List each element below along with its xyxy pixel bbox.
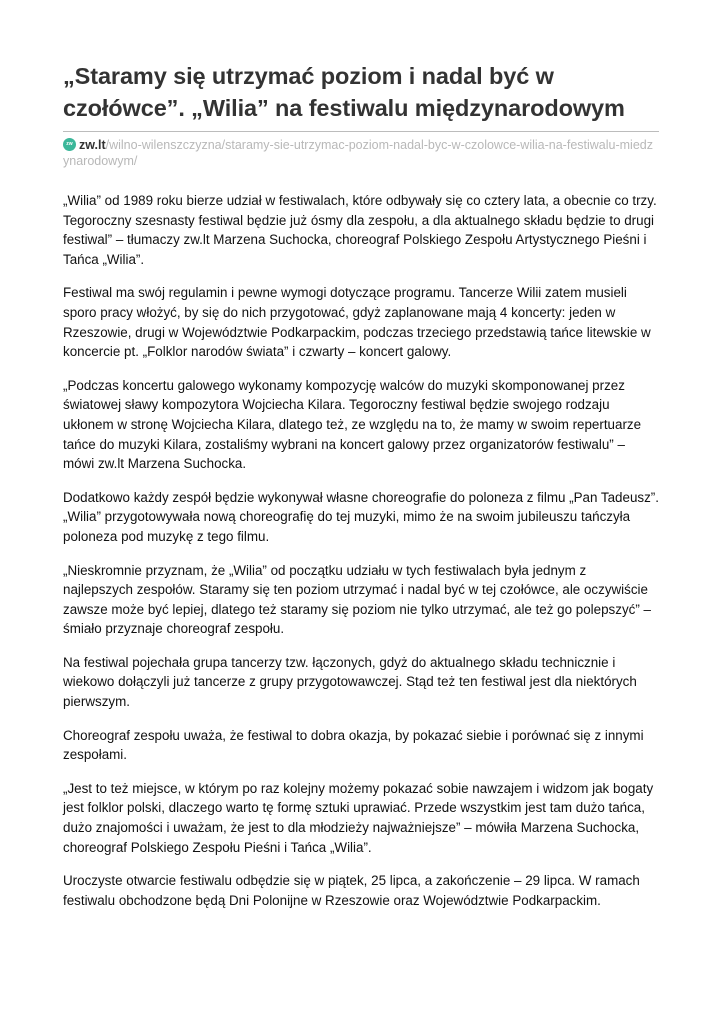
paragraph: „Jest to też miejsce, w którym po raz kolejny możemy pokazać sobie nawzajem i widzom jak bogaty jest folklor polski, dlaczego warto tę formę sztuki uprawiać. Przede wszystkim jest tam dużo tańca, dużo znajomości i uważam, że jest to dla młodzieży najważniejsze” – mówiła Marzena Suchocka, choreograf Polskiego Zespołu Pieśni i Tańca „Wilia”.: [63, 780, 654, 855]
source-url[interactable]: [63, 137, 659, 169]
paragraph: „Podczas koncertu galowego wykonamy kompozycję walców do muzyki skomponowanej przez światowej sławy kompozytora Wojciecha Kilara. Tegoroczny festiwal będzie swojego rodzaju ukłonem w stronę Wojciecha Kilara, dlatego też, ze względu na to, że mamy w swoim repertuarze tańce do muzyki Kilara, zostaliśmy wybrani na koncert galowy przez organizatorów festiwalu” – mówi zw.lt Marzena Suchocka.: [63, 377, 642, 472]
article-title: „Staramy się utrzymać poziom i nadal być w czołówce”. „Wilia” na festiwalu międzynarodowym: [63, 63, 625, 121]
paragraph: „Wilia” od 1989 roku bierze udział w festiwalach, które odbywały się co cztery lata, a obecnie co trzy. Tegoroczny szesnasty festiwal będzie już ósmy dla zespołu, a dla aktualnego składu będzie to drugi festiwal” – tłumaczy zw.lt Marzena Suchocka, choreograf Polskiego Zespołu Artystycznego Pieśni i Tańca „Wilia”.: [63, 193, 657, 267]
paragraph: Uroczyste otwarcie festiwalu odbędzie się w piątek, 25 lipca, a zakończenie – 29 lipca. W ramach festiwalu obchodzone będą Dni Polonijne w Rzeszowie oraz Województwie Podkarpackim.: [63, 873, 640, 908]
source-path[interactable]: /wilno-wilenszczyzna/staramy-sie-utrzymac-poziom-nadal-byc-w-czolowce-wilia-na-festiwalu-miedzynarodowym/: [63, 138, 653, 168]
article-body: [63, 191, 659, 910]
source-domain[interactable]: zw.lt: [79, 138, 106, 152]
paragraph: Na festiwal pojechała grupa tancerzy tzw. łączonych, gdyż do aktualnego składu technicznie i wiekowo dołączyli już tancerze z grupy przygotowawczej. Stąd też ten festiwal jest dla niektórych pierwszym.: [63, 654, 637, 710]
paragraph: Choreograf zespołu uważa, że festiwal to dobra okazja, by pokazać siebie i porównać się z innymi zespołami.: [63, 727, 644, 763]
paragraph: „Nieskromnie przyznam, że „Wilia” od początku udziału w tych festiwalach była jednym z najlepszych zespołów. Staramy się ten poziom utrzymać i nadal być w tej czołówce, ale oczywiście zawsze może być lepiej, dlatego też staramy się poziom nie tylko utrzymać, ale też go polepszyć” – śmiało przyznaje choreograf zespołu.: [63, 562, 651, 637]
title-divider: [63, 131, 659, 132]
paragraph: Festiwal ma swój regulamin i pewne wymogi dotyczące programu. Tancerze Wilii zatem musieli sporo pracy włożyć, by się do nich przygotować, gdyż zaplanowane mają 4 koncerty: jeden w Rzeszowie, drugi w Województwie Podkarpackim, podczas trzeciego przedstawią tańce litewskie w koncercie pt. „Folklor narodów świata” i czwarty – koncert galowy.: [63, 285, 651, 360]
article-page: [63, 0, 659, 924]
paragraph: Dodatkowo każdy zespół będzie wykonywał własne choreografie do poloneza z filmu „Pan Tadeusz”. „Wilia” przygotowywała nową choreografię do tej muzyki, mimo że na swoim jubileuszu tańczyła poloneza pod muzykę z tego filmu.: [63, 489, 659, 544]
zw-logo-icon: [63, 138, 76, 151]
